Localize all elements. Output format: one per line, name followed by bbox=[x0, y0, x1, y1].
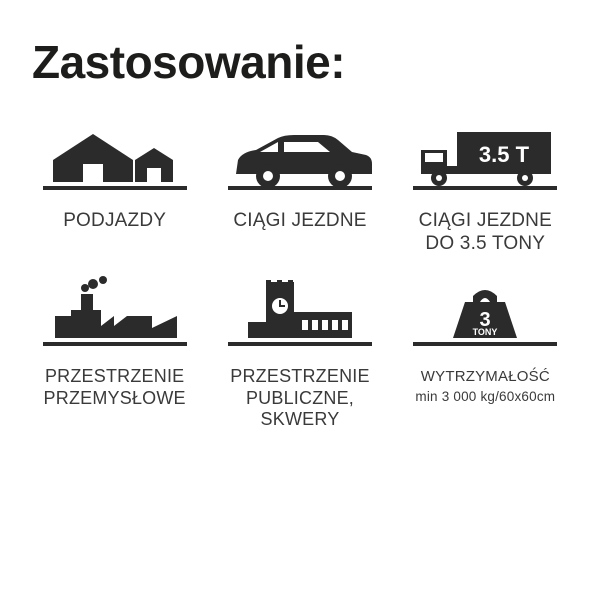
item-label-line2: PUBLICZNE, bbox=[245, 387, 354, 408]
item-driveways bbox=[24, 120, 205, 270]
item-strength bbox=[395, 276, 576, 446]
item-label: PODJAZDY bbox=[63, 210, 167, 232]
truck-load-badge: 3.5 T bbox=[479, 142, 530, 168]
factory-icon bbox=[35, 276, 195, 354]
item-industrial-areas bbox=[24, 276, 205, 446]
applications-grid bbox=[24, 120, 576, 446]
item-label bbox=[230, 366, 369, 430]
weight-badge-unit: TONY bbox=[472, 327, 498, 338]
item-label: CIĄGI JEZDNE bbox=[233, 210, 367, 232]
truck-icon bbox=[405, 120, 565, 198]
item-label-line3: SKWERY bbox=[260, 408, 340, 429]
item-label-line1: PRZESTRZENIE bbox=[230, 366, 370, 387]
weight-badge-value: 3 bbox=[479, 309, 491, 332]
item-label-sub: min 3 000 kg/60x60cm bbox=[415, 388, 556, 404]
item-public-spaces bbox=[209, 276, 390, 446]
item-label-line1: WYTRZYMAŁOŚĆ bbox=[420, 368, 550, 386]
weight-icon bbox=[405, 276, 565, 354]
town-hall-icon bbox=[220, 276, 380, 354]
car-icon bbox=[220, 120, 380, 198]
item-label bbox=[415, 368, 555, 405]
item-label-line2: DO 3.5 TONY bbox=[425, 232, 546, 254]
page-title: Zastosowanie: bbox=[32, 36, 346, 88]
item-driving-lanes bbox=[209, 120, 390, 270]
item-label-line1: CIĄGI JEZDNE bbox=[418, 210, 552, 232]
item-driving-lanes-35t bbox=[395, 120, 576, 270]
item-label bbox=[44, 366, 186, 408]
item-label-line2: PRZEMYSŁOWE bbox=[43, 387, 186, 408]
item-label-line1: PRZESTRZENIE bbox=[44, 366, 185, 387]
driveway-house-icon bbox=[35, 120, 195, 198]
item-label bbox=[419, 210, 552, 255]
